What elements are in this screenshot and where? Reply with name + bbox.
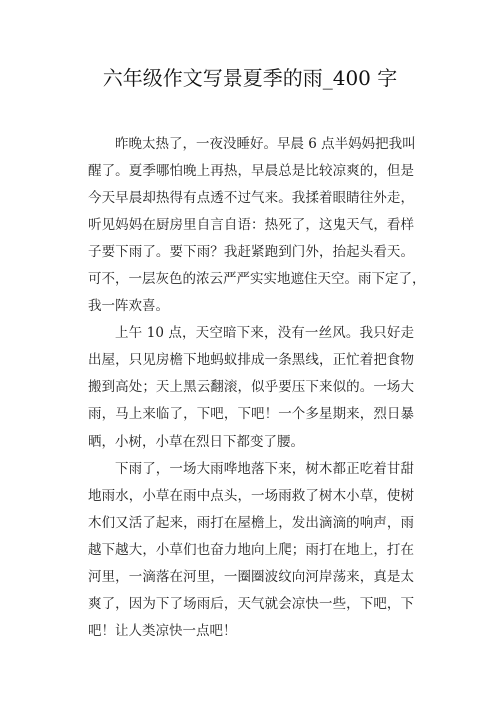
document-body — [88, 131, 426, 645]
paragraph-line: 上午 10 点，天空暗下来，没有一丝风。我只好走 — [115, 325, 414, 342]
paragraph-line: 晒，小树，小草在烈日下都变了腰。 — [88, 433, 304, 450]
document-title: 六年级作文写景夏季的雨_400 字 — [102, 66, 398, 90]
paragraph-line: 子要下雨了。要下雨？我赶紧跑到门外，抬起头看天。 — [88, 244, 414, 261]
paragraph-3 — [88, 456, 414, 645]
paragraph-line: 越下越大，小草们也奋力地向上爬；雨打在地上，打在 — [88, 541, 414, 558]
paragraph-1 — [88, 131, 426, 320]
paragraph-line: 醒了。夏季哪怕晚上再热，早晨总是比较凉爽的，但是 — [88, 163, 414, 180]
paragraph-line: 木们又活了起来，雨打在屋檐上，发出滴滴的响声，雨 — [88, 514, 414, 531]
paragraph-line: 吧！让人类凉快一点吧！ — [88, 622, 237, 639]
paragraph-line: 昨晚太热了，一夜没睡好。早晨 6 点半妈妈把我叫 — [115, 136, 416, 152]
paragraph-line: 河里，一滴落在河里，一圈圈波纹向河岸荡来，真是太 — [88, 568, 414, 585]
paragraph-line: 地雨水，小草在雨中点头，一场雨救了树木小草，使树 — [88, 487, 414, 504]
paragraph-line: 可不，一层灰色的浓云严严实实地遮住天空。雨下定了， — [88, 271, 426, 288]
paragraph-line: 爽了，因为下了场雨后，天气就会凉快一些，下吧，下 — [88, 595, 414, 612]
paragraph-line: 今天早晨却热得有点透不过气来。我揉着眼睛往外走， — [88, 190, 414, 207]
paragraph-line: 下雨了，一场大雨哗地落下来，树木都正吃着甘甜 — [115, 460, 414, 477]
paragraph-line: 听见妈妈在厨房里自言自语：热死了，这鬼天气，看样 — [88, 217, 414, 234]
paragraph-2 — [88, 320, 414, 455]
paragraph-line: 搬到高处；天上黑云翻滚，似乎要压下来似的。一场大 — [88, 379, 414, 396]
paragraph-line: 出屋，只见房檐下地蚂蚁排成一条黑线，正忙着把食物 — [88, 352, 414, 369]
paragraph-line: 雨，马上来临了，下吧，下吧！一个多星期来，烈日暴 — [88, 406, 414, 423]
paragraph-line: 我一阵欢喜。 — [88, 298, 169, 315]
